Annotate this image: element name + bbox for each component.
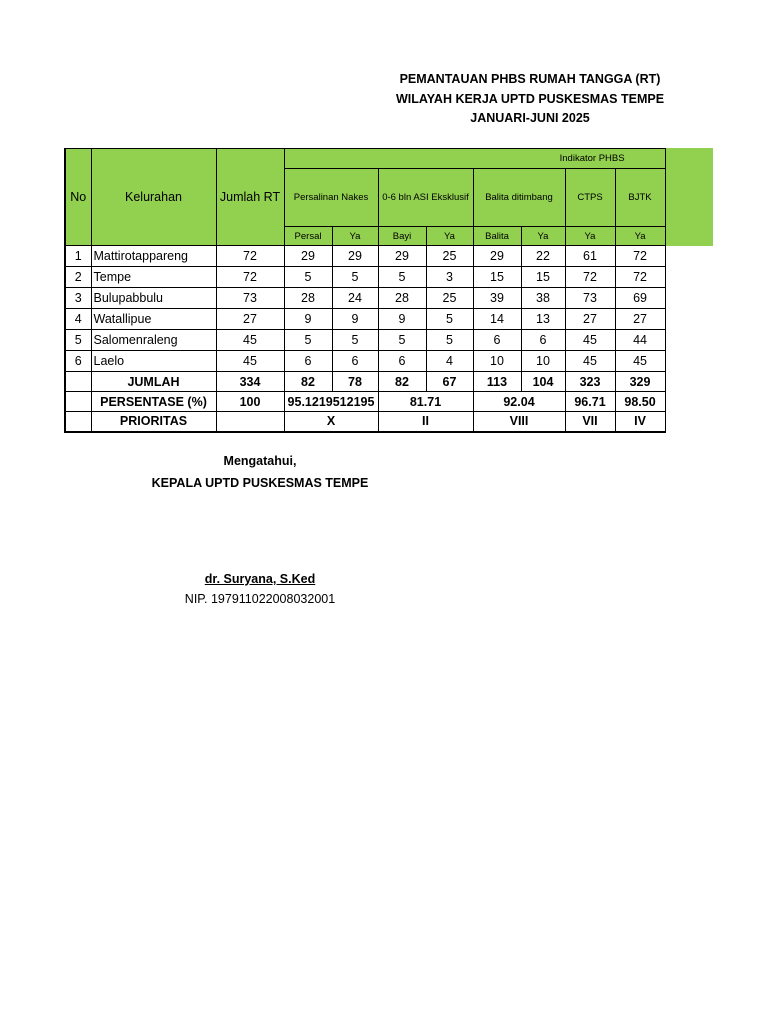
- row-cell: 3: [426, 267, 473, 288]
- jumlah-cell: 323: [565, 372, 615, 392]
- subheader: Persal: [284, 227, 332, 246]
- header-indikator: Indikator PHBS: [284, 149, 665, 169]
- row-cell: 45: [565, 351, 615, 372]
- persentase-row: [65, 392, 665, 412]
- row-cell: 6: [521, 330, 565, 351]
- row-no: 6: [65, 351, 91, 372]
- row-cell: 29: [473, 246, 521, 267]
- signature-mengetahui: Mengatahui,: [223, 454, 297, 468]
- row-cell: 5: [332, 267, 378, 288]
- row-cell: 73: [565, 288, 615, 309]
- subheader: Ya: [565, 227, 615, 246]
- row-cell: 22: [521, 246, 565, 267]
- row-cell: 24: [332, 288, 378, 309]
- row-jumlah: 27: [216, 309, 284, 330]
- signature-jabatan: KEPALA UPTD PUSKESMAS TEMPE: [151, 476, 369, 490]
- row-cell: 5: [378, 330, 426, 351]
- row-no: 5: [65, 330, 91, 351]
- empty-cell: [65, 392, 91, 412]
- jumlah-cell: 329: [615, 372, 665, 392]
- row-cell: 5: [426, 309, 473, 330]
- header-fill-overflow: [664, 148, 713, 246]
- row-cell: 9: [378, 309, 426, 330]
- subheader: Bayi: [378, 227, 426, 246]
- row-kelurahan: Bulupabbulu: [91, 288, 216, 309]
- subheader: Balita: [473, 227, 521, 246]
- empty-cell: [216, 412, 284, 432]
- persentase-cell: 98.50: [615, 392, 665, 412]
- signature-nama: dr. Suryana, S.Ked: [204, 572, 316, 586]
- table-row: [65, 288, 665, 309]
- header-group-bjtk: BJTK: [615, 169, 665, 227]
- prioritas-cell: VIII: [473, 412, 565, 432]
- jumlah-row: [65, 372, 665, 392]
- row-cell: 15: [521, 267, 565, 288]
- persentase-label: PERSENTASE (%): [91, 392, 216, 412]
- signature-nip: NIP. 197911022008032001: [184, 592, 336, 606]
- jumlah-label: JUMLAH: [91, 372, 216, 392]
- row-cell: 72: [565, 267, 615, 288]
- row-cell: 29: [284, 246, 332, 267]
- header-kelurahan: Kelurahan: [91, 149, 216, 246]
- row-cell: 5: [378, 267, 426, 288]
- report-period: JANUARI-JUNI 2025: [470, 111, 590, 125]
- row-cell: 28: [378, 288, 426, 309]
- header-jumlah-rt: Jumlah RT: [216, 149, 284, 246]
- persentase-cell: 92.04: [473, 392, 565, 412]
- jumlah-cell: 104: [521, 372, 565, 392]
- jumlah-cell: 67: [426, 372, 473, 392]
- row-cell: 39: [473, 288, 521, 309]
- row-cell: 61: [565, 246, 615, 267]
- row-no: 4: [65, 309, 91, 330]
- row-cell: 10: [473, 351, 521, 372]
- subheader: Ya: [332, 227, 378, 246]
- row-kelurahan: Watallipue: [91, 309, 216, 330]
- prioritas-cell: X: [284, 412, 378, 432]
- prioritas-cell: II: [378, 412, 473, 432]
- row-cell: 9: [332, 309, 378, 330]
- jumlah-cell: 82: [378, 372, 426, 392]
- row-cell: 13: [521, 309, 565, 330]
- row-cell: 5: [284, 267, 332, 288]
- report-subtitle: WILAYAH KERJA UPTD PUSKESMAS TEMPE: [395, 92, 665, 106]
- row-cell: 27: [615, 309, 665, 330]
- row-cell: 6: [473, 330, 521, 351]
- prioritas-row: [65, 412, 665, 432]
- row-kelurahan: Mattirotappareng: [91, 246, 216, 267]
- prioritas-cell: IV: [615, 412, 665, 432]
- row-kelurahan: Salomenraleng: [91, 330, 216, 351]
- table-row: [65, 351, 665, 372]
- row-cell: 27: [565, 309, 615, 330]
- row-cell: 6: [284, 351, 332, 372]
- row-cell: 15: [473, 267, 521, 288]
- jumlah-cell: 113: [473, 372, 521, 392]
- row-cell: 14: [473, 309, 521, 330]
- row-cell: 69: [615, 288, 665, 309]
- subheader: Ya: [521, 227, 565, 246]
- row-cell: 45: [615, 351, 665, 372]
- table-row: [65, 330, 665, 351]
- row-no: 2: [65, 267, 91, 288]
- row-cell: 5: [426, 330, 473, 351]
- row-cell: 25: [426, 246, 473, 267]
- row-cell: 38: [521, 288, 565, 309]
- jumlah-cell: 82: [284, 372, 332, 392]
- row-cell: 29: [378, 246, 426, 267]
- jumlah-total: 334: [216, 372, 284, 392]
- header-no: No: [65, 149, 91, 246]
- persentase-cell: 95.1219512195: [284, 392, 378, 412]
- jumlah-cell: 78: [332, 372, 378, 392]
- row-cell: 29: [332, 246, 378, 267]
- row-cell: 45: [565, 330, 615, 351]
- report-title: PEMANTAUAN PHBS RUMAH TANGGA (RT): [399, 72, 661, 86]
- table-row: [65, 267, 665, 288]
- table-row: [65, 309, 665, 330]
- row-jumlah: 73: [216, 288, 284, 309]
- row-no: 1: [65, 246, 91, 267]
- row-jumlah: 45: [216, 330, 284, 351]
- header-group-asi: 0-6 bln ASI Eksklusif: [378, 169, 473, 227]
- subheader: Ya: [615, 227, 665, 246]
- row-cell: 4: [426, 351, 473, 372]
- row-kelurahan: Laelo: [91, 351, 216, 372]
- row-jumlah: 72: [216, 246, 284, 267]
- row-cell: 72: [615, 246, 665, 267]
- row-cell: 25: [426, 288, 473, 309]
- row-cell: 28: [284, 288, 332, 309]
- header-group-balita: Balita ditimbang: [473, 169, 565, 227]
- table-row: [65, 246, 665, 267]
- row-no: 3: [65, 288, 91, 309]
- empty-cell: [65, 412, 91, 432]
- row-cell: 9: [284, 309, 332, 330]
- prioritas-cell: VII: [565, 412, 615, 432]
- row-cell: 44: [615, 330, 665, 351]
- phbs-table: [64, 148, 666, 433]
- row-cell: 5: [284, 330, 332, 351]
- row-cell: 5: [332, 330, 378, 351]
- row-cell: 10: [521, 351, 565, 372]
- empty-cell: [65, 372, 91, 392]
- subheader: Ya: [426, 227, 473, 246]
- row-cell: 72: [615, 267, 665, 288]
- persentase-cell: 96.71: [565, 392, 615, 412]
- prioritas-label: PRIORITAS: [91, 412, 216, 432]
- row-jumlah: 72: [216, 267, 284, 288]
- header-group-ctps: CTPS: [565, 169, 615, 227]
- row-jumlah: 45: [216, 351, 284, 372]
- row-kelurahan: Tempe: [91, 267, 216, 288]
- persentase-cell: 81.71: [378, 392, 473, 412]
- persentase-total: 100: [216, 392, 284, 412]
- row-cell: 6: [378, 351, 426, 372]
- row-cell: 6: [332, 351, 378, 372]
- header-group-persalinan: Persalinan Nakes: [284, 169, 378, 227]
